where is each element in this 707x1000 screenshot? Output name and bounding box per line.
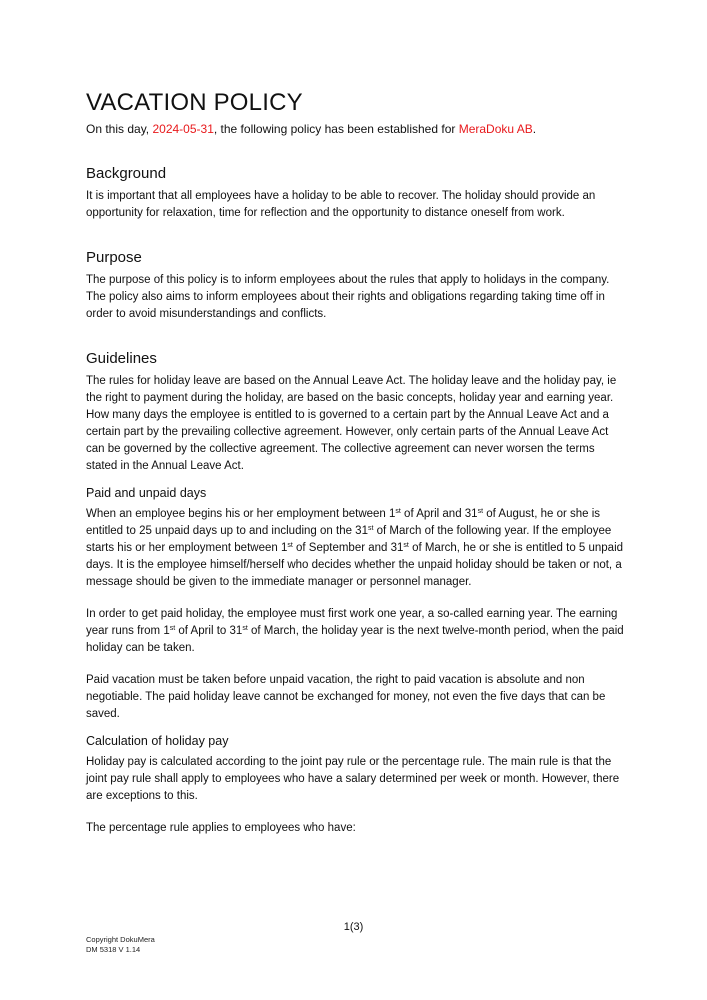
intro-date: 2024-05-31 xyxy=(152,122,214,136)
holiday-pay-paragraph-1: Holiday pay is calculated according to the joint pay rule or the percentage rule. The main rule is that the joint pay rule shall apply to employees who have a salary determined per week or month. However, there are exceptions to this. xyxy=(86,756,620,802)
footer-document-id: DM 5318 V 1.14 xyxy=(86,945,141,954)
holiday-pay-subsection xyxy=(86,732,626,837)
intro-middle: , the following policy has been established for xyxy=(213,122,459,136)
intro-suffix: . xyxy=(532,122,537,136)
holiday-pay-heading: Calculation of holiday pay xyxy=(86,734,229,748)
background-section xyxy=(86,164,626,222)
intro-prefix: On this day, xyxy=(86,122,153,136)
guidelines-text: The rules for holiday leave are based on the Annual Leave Act. The holiday leave and the holiday pay, ie the right to payment during the holiday, are based on the basic concepts, holiday year and earning year. How many days the employee is entitled to is governed to a certain part by the Annual Leave Act and a certain part by the prevailing collective agreement. However, only certain parts of the Annual Leave Act can be governed by the collective agreement. The collective agreement can never worsen the terms stated in the Annual Leave Act. xyxy=(86,375,617,472)
guidelines-section xyxy=(86,349,626,837)
paid-unpaid-heading: Paid and unpaid days xyxy=(86,486,207,500)
paid-unpaid-subsection xyxy=(86,484,626,723)
paid-unpaid-paragraph-3: Paid vacation must be taken before unpaid vacation, the right to paid vacation is absolute and non negotiable. The paid holiday leave cannot be exchanged for money, not even the five days that can be saved. xyxy=(86,674,606,720)
purpose-section xyxy=(86,248,626,323)
page-number: 1(3) xyxy=(343,921,364,933)
document-content xyxy=(86,88,626,837)
guidelines-heading: Guidelines xyxy=(86,350,157,367)
purpose-text: The purpose of this policy is to inform employees about the rules that apply to holidays in the company. The policy also aims to inform employees about their rights and obligations regarding taking time off in order to avoid misunderstandings and conflicts. xyxy=(86,274,610,320)
purpose-heading: Purpose xyxy=(86,249,142,266)
paid-unpaid-paragraph-2: In order to get paid holiday, the employee must first work one year, a so-called earning year. The earning year runs from 1st of April to 31st of March, the holiday year is the next twelve-month period, when the paid holiday can be taken. xyxy=(86,608,624,654)
paid-unpaid-paragraph-1: When an employee begins his or her employment between 1st of April and 31st of August, he or she is entitled to 25 unpaid days up to and including on the 31st of March of the following year. If the employee starts his or her employment between 1st of September and 31st of March, he or she is entitled to 5 unpaid days. It is the employee himself/herself who decides whether the unpaid holiday should be taken or not, a message should be given to the immediate manager or personnel manager. xyxy=(86,508,624,588)
background-heading: Background xyxy=(86,165,167,182)
holiday-pay-paragraph-2: The percentage rule applies to employees who have: xyxy=(86,822,356,834)
background-text: It is important that all employees have a holiday to be able to recover. The holiday should provide an opportunity for relaxation, time for reflection and the opportunity to distance oneself from work. xyxy=(86,190,596,219)
intro-company: MeraDoku AB xyxy=(458,122,533,136)
footer xyxy=(86,935,155,955)
intro-line xyxy=(86,121,626,138)
document-title: VACATION POLICY xyxy=(86,89,303,116)
footer-copyright: Copyright DokuMera xyxy=(86,935,155,944)
